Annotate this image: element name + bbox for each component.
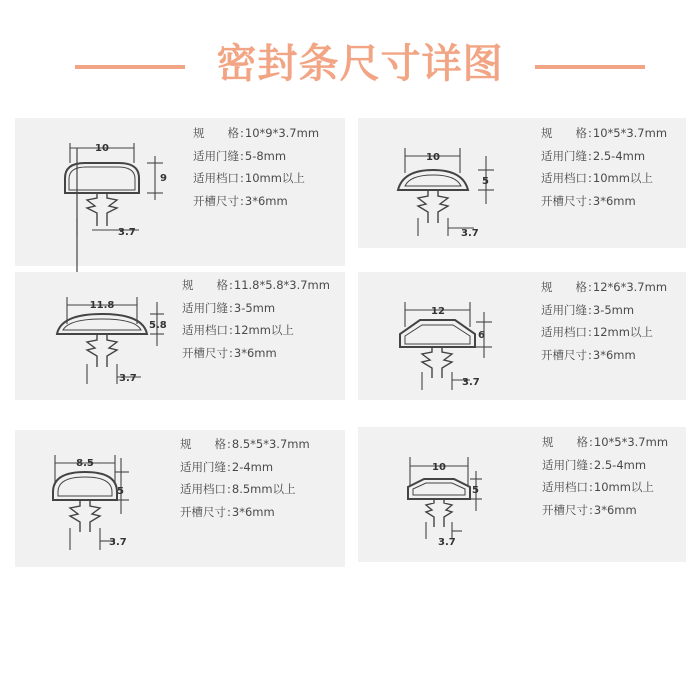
slot-label-3: 3.7 (119, 373, 137, 384)
slot-label-1: 3.7 (118, 227, 136, 238)
height-label-6: 5 (472, 485, 479, 496)
seal-card-5: 8.5 5 3.7 规 格:8.5*5*3.7mm 适用门缝:2-4mm 适用档口:8.5mm以上 开槽尺寸:3*6mm (15, 430, 345, 567)
seal-card-1: 10 9 3.7 规 格:10*9*3.7mm 适用门缝:5-8mm 适用档口:10mm以上 开槽尺寸:3*6mm (15, 118, 345, 266)
gap-label: 适用门缝 (541, 148, 587, 163)
seal-card-6: 10 5 3.7 规 格:10*5*3.7mm 适用门缝:2.5-4mm 适用档口:10mm以上 开槽尺寸:3*6mm (358, 427, 686, 562)
stop-label: 适用档口 (182, 323, 228, 337)
slot-label: 开槽尺寸 (541, 347, 587, 362)
slot-value: 3*6mm (592, 193, 636, 208)
stop-label: 适用档口 (180, 482, 226, 496)
spec-label: 规 格 (542, 435, 588, 449)
width-label-5: 8.5 (76, 458, 94, 469)
gap-label: 适用门缝 (541, 302, 587, 317)
gap-label: 适用门缝 (180, 459, 226, 474)
spec-value: 11.8*5.8*3.7mm (233, 278, 330, 292)
width-label-3: 11.8 (89, 300, 115, 311)
slot-value: 3*6mm (593, 502, 637, 517)
seal-card-3: 11.8 5.8 3.7 规 格:11.8*5.8*3.7mm 适用门缝:3-5mm 适用档口:12mm以上 开槽尺寸:3*6mm (15, 272, 345, 400)
gap-value: 2.5-4mm (593, 457, 647, 472)
gap-value: 3-5mm (233, 300, 276, 315)
spec-value: 12*6*3.7mm (592, 280, 668, 294)
slot-label-5: 3.7 (109, 537, 127, 548)
spec-value: 10*9*3.7mm (244, 126, 320, 140)
slot-value: 3*6mm (233, 345, 277, 360)
height-label-2: 5 (482, 176, 489, 187)
stop-value: 10mm以上 (592, 171, 653, 185)
width-label-2: 10 (426, 152, 440, 163)
title-rule-left (75, 65, 185, 69)
width-label-1: 10 (95, 143, 109, 154)
height-label-1: 9 (160, 173, 167, 184)
spec-value: 10*5*3.7mm (592, 126, 668, 140)
gap-value: 2.5-4mm (592, 148, 646, 163)
stop-label: 适用档口 (542, 480, 588, 494)
width-label-4: 12 (431, 306, 445, 317)
stop-value: 10mm以上 (244, 171, 305, 185)
seal-card-2: 10 5 3.7 规 格:10*5*3.7mm 适用门缝:2.5-4mm 适用档口:10mm以上 开槽尺寸:3*6mm (358, 118, 686, 248)
height-label-5: 5 (117, 486, 124, 497)
slot-label-4: 3.7 (462, 377, 480, 388)
spec-label: 规 格 (541, 280, 587, 294)
gap-value: 3-5mm (592, 302, 635, 317)
slot-label-2: 3.7 (461, 228, 479, 239)
stop-label: 适用档口 (541, 325, 587, 339)
spec-label: 规 格 (193, 126, 239, 140)
stop-value: 10mm以上 (593, 480, 654, 494)
slot-label: 开槽尺寸 (541, 193, 587, 208)
spec-value: 8.5*5*3.7mm (231, 437, 310, 451)
spec-label: 规 格 (541, 126, 587, 140)
slot-value: 3*6mm (592, 347, 636, 362)
slot-value: 3*6mm (231, 504, 275, 519)
title-banner (75, 38, 645, 90)
stop-value: 8.5mm以上 (231, 482, 296, 496)
width-label-6: 10 (432, 462, 446, 473)
spec-label: 规 格 (180, 437, 226, 451)
slot-label: 开槽尺寸 (182, 345, 228, 360)
gap-value: 2-4mm (231, 459, 274, 474)
gap-label: 适用门缝 (193, 148, 239, 163)
spec-label: 规 格 (182, 278, 228, 292)
stop-value: 12mm以上 (233, 323, 294, 337)
page-title: 密封条尺寸详图 (216, 41, 504, 87)
stop-label: 适用档口 (193, 171, 239, 185)
seal-card-4: 12 6 3.7 规 格:12*6*3.7mm 适用门缝:3-5mm 适用档口:12mm以上 开槽尺寸:3*6mm (358, 272, 686, 400)
gap-label: 适用门缝 (182, 300, 228, 315)
slot-label: 开槽尺寸 (180, 504, 226, 519)
spec-value: 10*5*3.7mm (593, 435, 669, 449)
gap-value: 5-8mm (244, 148, 287, 163)
slot-label-6: 3.7 (438, 537, 456, 548)
gap-label: 适用门缝 (542, 457, 588, 472)
slot-label: 开槽尺寸 (542, 502, 588, 517)
title-rule-right (535, 65, 645, 69)
height-label-3: 5.8 (149, 320, 167, 331)
stop-label: 适用档口 (541, 171, 587, 185)
stop-value: 12mm以上 (592, 325, 653, 339)
slot-label: 开槽尺寸 (193, 193, 239, 208)
slot-value: 3*6mm (244, 193, 288, 208)
height-label-4: 6 (478, 330, 485, 341)
